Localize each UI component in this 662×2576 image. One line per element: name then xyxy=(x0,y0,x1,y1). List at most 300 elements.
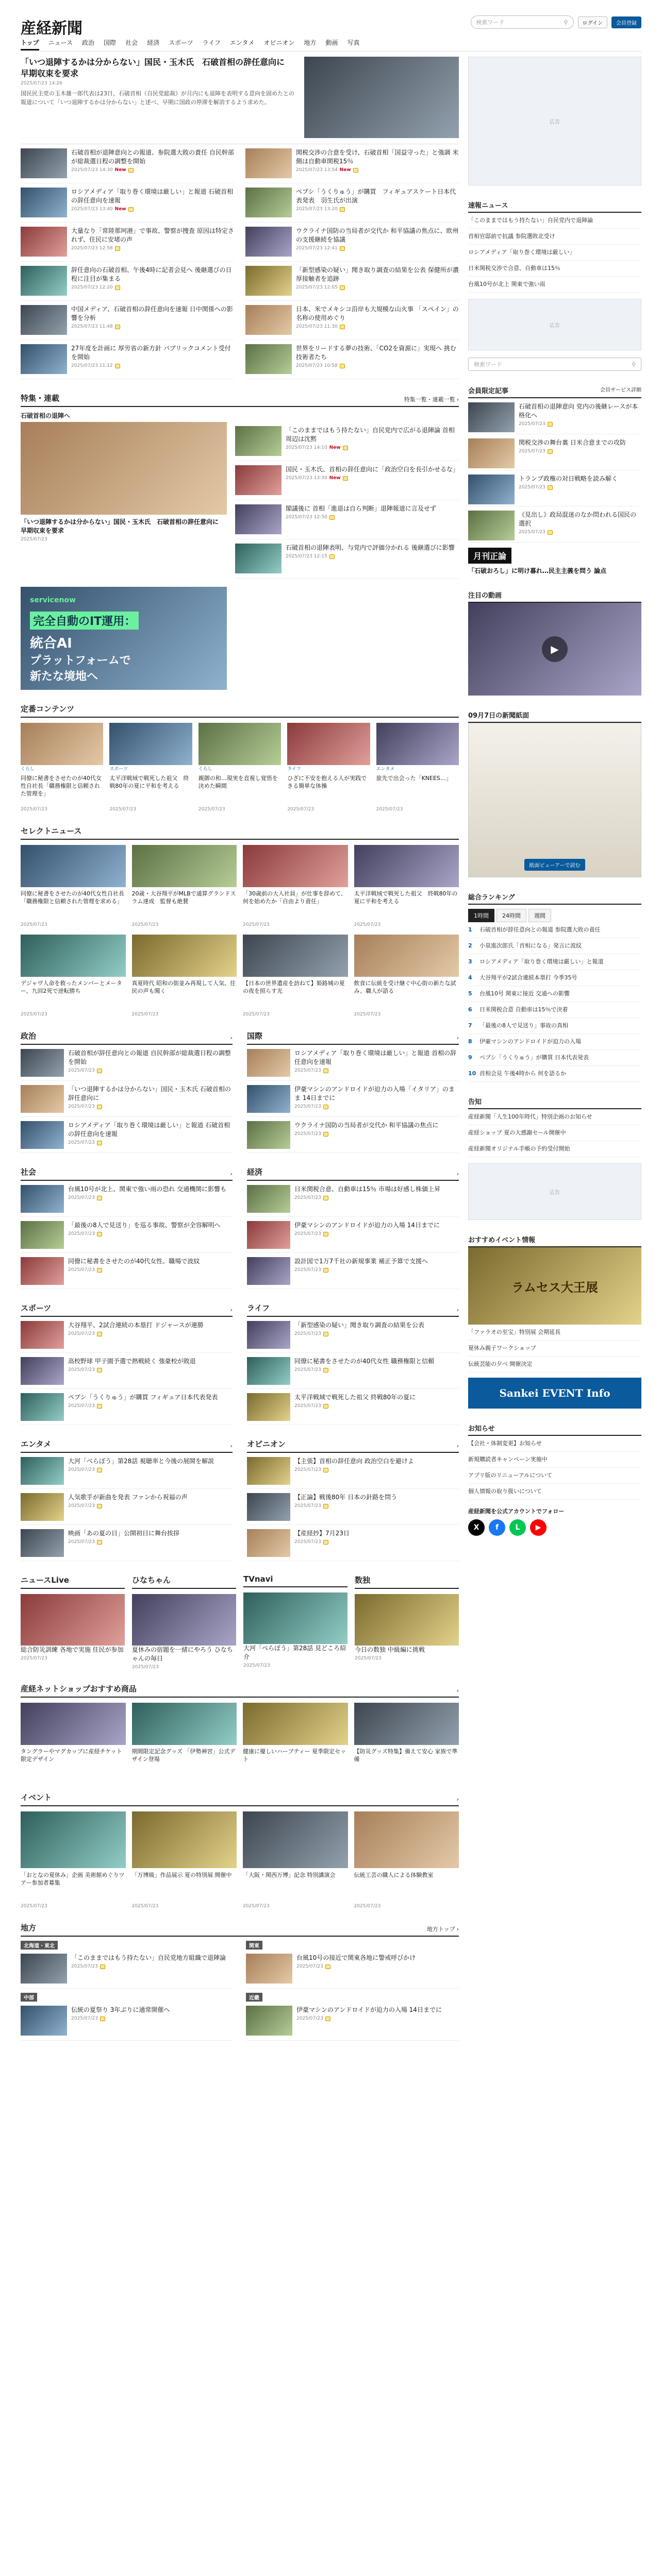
article-title[interactable]: 石破首相が退陣意向との報道、参院選大敗の責任 自民幹部が総裁選日程の調整を開始 xyxy=(71,149,234,165)
article-title[interactable]: 石破首相が辞任意向との報道 自民幹部が総裁選日程の調整を開始 xyxy=(68,1049,231,1065)
article-title[interactable]: 石破首相の退陣意向 党内の後継レースが本格化へ xyxy=(519,403,638,419)
list-item[interactable] xyxy=(235,539,459,579)
article-thumbnail[interactable] xyxy=(21,266,67,296)
list-item[interactable] xyxy=(468,398,641,434)
article-title[interactable]: 設計図で1万7千社の新規事業 補正予算で支援へ xyxy=(294,1258,428,1265)
event-photo[interactable] xyxy=(21,1811,126,1868)
article-title[interactable]: 辞任意向の石破首相、午後4時に記者会見へ 後継選びの日程に注目が集まる xyxy=(71,266,232,282)
content-card[interactable] xyxy=(287,723,370,812)
ranking-item[interactable] xyxy=(468,938,641,954)
list-item[interactable] xyxy=(245,144,459,183)
ranking-title[interactable]: 日米関税合意 自動車は15％で決着 xyxy=(479,1006,568,1013)
ranking-title[interactable]: 石破首相が辞任意向との報道 参院選大敗の責任 xyxy=(479,926,601,933)
article-thumbnail[interactable] xyxy=(245,188,292,217)
article-title[interactable]: 世界をリードする夢の技術、「CO2を資源に」実現へ 挑む技術者たち xyxy=(296,345,456,361)
column-photo[interactable] xyxy=(243,1592,347,1644)
ranking-title[interactable]: 台風10号 関東に接近 交通への影響 xyxy=(479,990,570,997)
list-item[interactable] xyxy=(247,1081,459,1117)
list-item[interactable] xyxy=(246,1950,459,1989)
feature-main-photo[interactable] xyxy=(21,422,227,515)
ranking-item[interactable] xyxy=(468,1066,641,1082)
info-item[interactable]: 個人情報の取り扱いについて xyxy=(468,1484,641,1500)
article-title[interactable]: 「いつ退陣するかは分からない」国民・玉木氏 石破首相の辞任意向に xyxy=(68,1086,231,1101)
product-title[interactable]: 期間限定記念グッズ 「伊勢神宮」公式デザイン登場 xyxy=(131,1748,236,1762)
article-title[interactable]: 伝統の夏祭り 3年ぶりに通常開催へ xyxy=(71,2006,170,2013)
article-title[interactable]: 人気歌手が新曲を発表 ファンから祝福の声 xyxy=(68,1494,188,1501)
card-photo[interactable] xyxy=(243,935,348,977)
site-logo[interactable]: 産経新聞 xyxy=(21,20,82,38)
line-icon[interactable]: L xyxy=(509,1519,526,1536)
search-icon[interactable]: ⚲ xyxy=(564,19,568,26)
article-thumbnail[interactable] xyxy=(247,1185,290,1213)
list-item[interactable] xyxy=(245,340,459,379)
select-card[interactable] xyxy=(243,845,348,927)
chevron-right-icon[interactable]: › xyxy=(456,1307,459,1313)
list-item[interactable] xyxy=(247,1045,459,1081)
paper-viewer-button[interactable]: 紙面ビューアーで読む xyxy=(524,859,585,871)
list-item[interactable] xyxy=(21,1117,233,1153)
column-title[interactable]: 数独 xyxy=(355,1575,371,1585)
article-title[interactable]: 伊豪マシンのアンドロイドが迫力の入場「イタリア」のまま 14日までに xyxy=(294,1086,455,1101)
product-photo[interactable] xyxy=(21,1703,126,1745)
side-search-input[interactable] xyxy=(468,358,641,371)
card-photo[interactable] xyxy=(21,723,103,765)
genre-title[interactable]: ライフ xyxy=(247,1303,270,1313)
sidebar-ad-1[interactable] xyxy=(468,57,641,185)
ranking-tab[interactable]: 週間 xyxy=(528,909,551,922)
hero-article[interactable] xyxy=(21,57,459,144)
article-thumbnail[interactable] xyxy=(247,1493,290,1521)
article-title[interactable]: 大谷翔平、2試合連続の本塁打 ドジャースが連勝 xyxy=(68,1321,204,1329)
ranking-item[interactable] xyxy=(468,986,641,1002)
list-item[interactable] xyxy=(21,1353,233,1389)
card-photo[interactable] xyxy=(198,723,281,765)
nav-item[interactable]: トップ xyxy=(21,38,39,50)
article-thumbnail[interactable] xyxy=(247,1221,290,1249)
event-more[interactable]: › xyxy=(456,1796,459,1803)
list-item[interactable] xyxy=(21,262,234,301)
article-title[interactable]: 《見出し》政局混迷のなか問われる国民の選択 xyxy=(519,511,637,527)
article-title[interactable]: 映画「あの夏の日」公開初日に舞台挨拶 xyxy=(68,1530,180,1537)
card-photo[interactable] xyxy=(109,723,192,765)
article-title[interactable]: 【正論】戦後80年 日本の針路を問う xyxy=(294,1494,398,1501)
list-item[interactable] xyxy=(21,144,234,183)
event-photo[interactable] xyxy=(243,1811,348,1868)
shop-card[interactable] xyxy=(354,1703,459,1778)
ranking-item[interactable] xyxy=(468,954,641,970)
product-photo[interactable] xyxy=(354,1703,459,1745)
product-title[interactable]: 【防災グッズ特集】備えて安心 家族で準備 xyxy=(354,1748,458,1762)
genre-title[interactable]: オピニオン xyxy=(247,1439,286,1449)
x-icon[interactable]: X xyxy=(468,1519,485,1536)
youtube-icon[interactable]: ▶ xyxy=(530,1519,547,1536)
article-thumbnail[interactable] xyxy=(21,1357,64,1385)
article-thumbnail[interactable] xyxy=(21,188,67,217)
article-thumbnail[interactable] xyxy=(21,1257,64,1285)
column-photo[interactable] xyxy=(355,1594,459,1646)
content-card[interactable] xyxy=(376,723,459,812)
card-photo[interactable] xyxy=(354,935,459,977)
article-title[interactable]: 「このままではもう持たない」自民党地方組織で退陣論 xyxy=(71,1954,226,1961)
list-item[interactable] xyxy=(21,223,234,262)
chevron-right-icon[interactable]: › xyxy=(230,1035,233,1041)
article-title[interactable]: 台風10号の接近で関東各地に警戒呼びかけ xyxy=(296,1954,416,1961)
article-title[interactable]: 「新型感染の疑い」聞き取り調査の結果を公表 保健所が濃厚接触者を追跡 xyxy=(296,266,459,282)
list-item[interactable] xyxy=(21,1453,233,1489)
list-item[interactable] xyxy=(247,1181,459,1217)
article-thumbnail[interactable] xyxy=(21,2006,67,2036)
event-card-title[interactable]: 「万博級」作品展示 夏の特別展 開催中 xyxy=(131,1872,232,1878)
article-title[interactable]: 石破首相の退陣表明、与党内で評価分かれる 後継選びに影響 xyxy=(286,544,455,551)
article-title[interactable]: ペプシ「うくりゅう」が購買 フィギュア日本代表発表 xyxy=(68,1394,218,1401)
column-item-title[interactable]: 大河「べらぼう」第28話 見どころ紹介 xyxy=(243,1645,346,1660)
article-thumbnail[interactable] xyxy=(21,1085,64,1113)
article-thumbnail[interactable] xyxy=(235,465,282,495)
member-more-link[interactable]: 会員サービス詳細 xyxy=(600,387,641,393)
article-thumbnail[interactable] xyxy=(21,305,67,335)
list-item[interactable] xyxy=(21,1045,233,1081)
article-title[interactable]: 中国メディア、石破首相の辞任意向を速報 日中関係への影響を分析 xyxy=(71,306,233,321)
article-thumbnail[interactable] xyxy=(21,1529,64,1557)
select-card[interactable] xyxy=(132,935,237,1017)
article-title[interactable]: 日米関税合意、自動車は15％ 市場は好感し株価上昇 xyxy=(294,1185,441,1193)
article-thumbnail[interactable] xyxy=(235,544,282,573)
article-title[interactable]: 閣議後に 首相「進退は自ら判断」退陣報道に言及せず xyxy=(286,505,436,512)
card-title[interactable]: 【日本の世界遺産を訪ねて】姫路城の夏の夜を照らす光 xyxy=(243,980,345,994)
article-title[interactable]: 大河「べらぼう」第28話 視聴率と今後の展開を解説 xyxy=(68,1458,214,1465)
ranking-item[interactable] xyxy=(468,922,641,938)
nav-item[interactable]: オピニオン xyxy=(263,39,295,46)
card-photo[interactable] xyxy=(287,723,370,765)
article-thumbnail[interactable] xyxy=(21,344,67,374)
ranking-item[interactable] xyxy=(468,970,641,986)
card-photo[interactable] xyxy=(132,845,237,887)
search-icon[interactable]: ⚲ xyxy=(631,361,636,368)
ranking-title[interactable]: 「最後の8人で見送り」事故の真相 xyxy=(479,1022,568,1029)
chevron-right-icon[interactable]: › xyxy=(456,1443,459,1449)
facebook-icon[interactable]: f xyxy=(489,1519,505,1536)
article-title[interactable]: ウクライナ国防の当局者が交代か 和平協議の焦点に xyxy=(294,1122,439,1129)
list-item[interactable] xyxy=(245,301,459,340)
list-item[interactable] xyxy=(235,422,459,461)
article-title[interactable]: 同僚に秘書をさせたのが40代女性 職務権限と信頼 xyxy=(294,1358,435,1365)
product-photo[interactable] xyxy=(243,1703,348,1745)
ranking-item[interactable] xyxy=(468,1034,641,1050)
column-item-title[interactable]: 夏休みの宿題を一緒にやろう ひなちゃんの毎日 xyxy=(132,1646,233,1662)
chevron-right-icon[interactable]: › xyxy=(230,1171,233,1177)
list-item[interactable] xyxy=(468,434,641,470)
genre-title[interactable]: スポーツ xyxy=(21,1303,52,1313)
card-title[interactable]: 20歳・大谷翔平がMLBで通算グランドスラム達成 監督も絶賛 xyxy=(131,890,236,905)
card-title[interactable]: 真夏時代 昭和の街並み再現して人気、住民の声も聞く xyxy=(131,980,236,994)
event-photo[interactable] xyxy=(354,1811,459,1868)
side-news-item[interactable]: 日米関税交渉で合意、自動車は15％ xyxy=(468,261,641,277)
list-item[interactable] xyxy=(246,2002,459,2041)
nav-item[interactable]: エンタメ xyxy=(229,39,255,46)
chevron-right-icon[interactable]: › xyxy=(230,1443,233,1449)
article-title[interactable]: 台風10号が北上、関東で強い雨の恐れ 交通機関に影響も xyxy=(68,1185,227,1193)
card-title[interactable]: 旅先で出会った「KNEES…」 xyxy=(376,775,452,782)
genre-title[interactable]: エンタメ xyxy=(21,1439,52,1449)
list-item[interactable] xyxy=(247,1317,459,1353)
feature-main[interactable] xyxy=(21,422,227,579)
chihou-more[interactable] xyxy=(427,1925,459,1933)
shop-more[interactable]: › xyxy=(456,1687,459,1694)
chevron-right-icon[interactable]: › xyxy=(230,1307,233,1313)
list-item[interactable] xyxy=(247,1525,459,1561)
article-title[interactable]: 高校野球 甲子園予選で熱戦続く 強豪校が敗退 xyxy=(68,1358,196,1365)
column-title[interactable]: ひなちゃん xyxy=(132,1575,171,1585)
nav-item[interactable]: 動画 xyxy=(325,39,338,46)
card-photo[interactable] xyxy=(132,935,237,977)
side-event-item[interactable]: 夏休み親子ワークショップ xyxy=(468,1341,641,1357)
list-item[interactable] xyxy=(21,1081,233,1117)
article-thumbnail[interactable] xyxy=(245,305,292,335)
feature-subtitle[interactable]: 石破首相の退陣へ xyxy=(21,412,71,419)
article-thumbnail[interactable] xyxy=(21,1393,64,1421)
side-news-item[interactable]: ロシアメディア「取り巻く環境は厳しい」 xyxy=(468,245,641,261)
product-title[interactable]: タングラーやマグカップに産経チケット限定デザイン xyxy=(21,1748,122,1762)
article-thumbnail[interactable] xyxy=(21,1321,64,1349)
seiron-title[interactable]: 「石破おろし」に明け暮れ…民主主義を問う 論点 xyxy=(468,567,607,574)
article-title[interactable]: 関税交渉の舞台裏 日米合意までの攻防 xyxy=(519,439,626,446)
feature-more-link[interactable] xyxy=(404,395,459,403)
card-photo[interactable] xyxy=(243,845,348,887)
info-item[interactable]: 【会社・体制変更】お知らせ xyxy=(468,1436,641,1452)
article-thumbnail[interactable] xyxy=(468,511,515,540)
article-title[interactable]: 関税交渉の合意を受け、石破首相「国益守った」と強調 米側は自動車関税15％ xyxy=(296,149,459,165)
ranking-item[interactable] xyxy=(468,1002,641,1018)
event-card-title[interactable]: 「大阪・関西万博」記念 特別講演会 xyxy=(243,1872,336,1878)
article-title[interactable]: 27年度を計画に 厚労省の新方針 パブリックコメント受付を開始 xyxy=(71,345,231,361)
nav-item[interactable]: 国際 xyxy=(104,39,117,46)
article-title[interactable]: 「最後の8人で見送り」を巡る事故、警察が全容解明へ xyxy=(68,1222,221,1229)
servicenow-ad[interactable] xyxy=(21,587,227,690)
article-thumbnail[interactable] xyxy=(468,474,515,504)
sidebar-ad-2[interactable] xyxy=(468,299,641,350)
feature-main-title[interactable]: 「いつ退陣するかは分からない」国民・玉木氏 石破首相の辞任意向に 早期収束を要求 xyxy=(21,518,225,534)
article-thumbnail[interactable] xyxy=(21,1121,64,1149)
article-title[interactable]: 太平洋戦域で戦死した祖父 終戦80年の夏に xyxy=(294,1394,416,1401)
shop-card[interactable] xyxy=(243,1703,348,1778)
article-title[interactable]: 「新型感染の疑い」聞き取り調査の結果を公表 xyxy=(294,1321,425,1329)
side-event-item[interactable]: 伝統芸能の夕べ 開催決定 xyxy=(468,1357,641,1372)
article-thumbnail[interactable] xyxy=(245,227,292,257)
article-title[interactable]: トランプ政権の対日戦略を読み解く xyxy=(519,475,618,482)
article-title[interactable]: 日本、米でメキシコ沿岸も大規模な山火事 「スペイン」の名称の使用めぐり xyxy=(296,306,459,321)
hero-title[interactable]: 「いつ退陣するかは分からない」国民・玉木氏 石破首相の辞任意向に 早期収束を要求 xyxy=(21,57,293,78)
article-thumbnail[interactable] xyxy=(21,1493,64,1521)
column-title[interactable]: TVnavi xyxy=(243,1574,273,1584)
card-title[interactable]: デジャヴ人命を救ったメンバーとメーター、九回2死で逆転勝ち xyxy=(21,980,122,994)
column-photo[interactable] xyxy=(132,1594,236,1646)
list-item[interactable] xyxy=(247,1117,459,1153)
article-thumbnail[interactable] xyxy=(21,1954,67,1984)
list-item[interactable] xyxy=(21,1389,233,1425)
article-thumbnail[interactable] xyxy=(246,1954,292,1984)
side-news-item[interactable]: 台風10号が北上 関東で強い雨 xyxy=(468,277,641,293)
card-photo[interactable] xyxy=(21,845,126,887)
content-card[interactable] xyxy=(198,723,281,812)
column-item-title[interactable]: 総合防災訓練 各地で実施 住民が参加 xyxy=(21,1646,124,1653)
notice-item[interactable]: 産経ショップ 夏の大感謝セール開催中 xyxy=(468,1125,641,1141)
select-card[interactable] xyxy=(243,935,348,1017)
article-thumbnail[interactable] xyxy=(247,1085,290,1113)
list-item[interactable] xyxy=(21,1489,233,1525)
card-title[interactable]: 太平洋戦域で戦死した祖父 終戦80年の夏に平和を考える xyxy=(109,775,189,789)
genre-title[interactable]: 国際 xyxy=(247,1031,263,1041)
event-photo[interactable] xyxy=(132,1811,237,1868)
article-thumbnail[interactable] xyxy=(247,1257,290,1285)
event-card[interactable] xyxy=(132,1811,237,1909)
card-photo[interactable] xyxy=(354,845,459,887)
article-thumbnail[interactable] xyxy=(246,2006,292,2036)
list-item[interactable] xyxy=(21,301,234,340)
article-thumbnail[interactable] xyxy=(468,402,515,432)
notice-item[interactable]: 産経新聞オリジナル手帳の予約受付開始 xyxy=(468,1141,641,1157)
region-tag[interactable]: 北海道・東北 xyxy=(21,1941,58,1950)
nav-item[interactable]: 政治 xyxy=(82,39,95,46)
list-item[interactable] xyxy=(247,1453,459,1489)
shop-card[interactable] xyxy=(132,1703,237,1778)
list-item[interactable] xyxy=(235,500,459,539)
select-card[interactable] xyxy=(21,845,126,927)
column-photo[interactable] xyxy=(21,1594,125,1646)
article-thumbnail[interactable] xyxy=(235,504,282,534)
ranking-title[interactable]: ペプシ「うくりゅう」が購買 日本代表発表 xyxy=(479,1054,589,1061)
list-item[interactable] xyxy=(468,506,641,543)
article-thumbnail[interactable] xyxy=(21,227,67,257)
video-player[interactable] xyxy=(468,603,641,696)
list-item[interactable] xyxy=(468,470,641,506)
article-thumbnail[interactable] xyxy=(21,1049,64,1077)
article-title[interactable]: 大量なり「常陸那珂港」で事故、警察が捜査 原因は特定されず、住民に安堵の声 xyxy=(71,227,234,243)
list-item[interactable] xyxy=(235,461,459,500)
genre-title[interactable]: 社会 xyxy=(21,1167,37,1177)
article-thumbnail[interactable] xyxy=(247,1357,290,1385)
list-item[interactable] xyxy=(247,1489,459,1525)
nav-item[interactable]: 社会 xyxy=(125,39,138,46)
article-thumbnail[interactable] xyxy=(245,148,292,178)
ranking-title[interactable]: 伊豪マシンのアンドロイドが迫力の入場 xyxy=(479,1038,581,1045)
article-title[interactable]: 同僚に秘書をさせたのが40代女性、職場で波紋 xyxy=(68,1258,200,1265)
region-tag[interactable]: 関東 xyxy=(246,1941,262,1950)
article-title[interactable]: 「このままではもう持たない」自民党内で広がる退陣論 首相周辺は沈黙 xyxy=(286,427,455,443)
newspaper-image[interactable] xyxy=(468,723,641,877)
article-thumbnail[interactable] xyxy=(21,1185,64,1213)
article-thumbnail[interactable] xyxy=(247,1321,290,1349)
product-photo[interactable] xyxy=(132,1703,237,1745)
event-card-title[interactable]: 「おとなの夏休み」企画 美術館めぐりツアー参加者募集 xyxy=(21,1872,125,1886)
card-title[interactable]: 同僚に秘書をさせたのが40代女性自社長「職務権限と信頼された管理を求める」 xyxy=(21,890,124,905)
play-icon[interactable]: ▶ xyxy=(542,636,568,662)
article-thumbnail[interactable] xyxy=(247,1121,290,1149)
article-thumbnail[interactable] xyxy=(21,1457,64,1485)
genre-title[interactable]: 経済 xyxy=(247,1167,263,1177)
ranking-tab[interactable]: 24時間 xyxy=(496,909,526,922)
card-title[interactable]: ひざに不安を抱える人が実践できる簡単な体操 xyxy=(287,775,367,789)
card-photo[interactable] xyxy=(376,723,459,765)
chevron-right-icon[interactable]: › xyxy=(456,1171,459,1177)
list-item[interactable] xyxy=(21,1181,233,1217)
notice-item[interactable]: 産経新聞「人生100年時代」特別企画のお知らせ xyxy=(468,1109,641,1125)
event-card[interactable] xyxy=(243,1811,348,1909)
info-item[interactable]: 新規購読者キャンペーン実施中 xyxy=(468,1452,641,1468)
article-thumbnail[interactable] xyxy=(21,148,67,178)
column-title[interactable]: ニュースLive xyxy=(21,1575,69,1585)
article-title[interactable]: 【主張】首相の辞任意向 政治空白を避けよ xyxy=(294,1458,414,1465)
article-thumbnail[interactable] xyxy=(468,438,515,468)
ranking-item[interactable] xyxy=(468,1018,641,1034)
region-tag[interactable]: 近畿 xyxy=(246,1993,262,2002)
list-item[interactable] xyxy=(21,1253,233,1289)
article-title[interactable]: ロシアメディア「取り巻く環境は厳しい」と報道 石破首相の辞任意向を速報 xyxy=(68,1122,230,1138)
card-title[interactable]: 親御の和…現実を直視し覚悟を決めた瞬間 xyxy=(198,775,278,789)
article-title[interactable]: 国民・玉木氏、首相の辞任意向に「政治空白を長引かせるな」 xyxy=(286,466,459,473)
ranking-title[interactable]: ロシアメディア「取り巻く環境は厳しい」と報道 xyxy=(479,958,604,965)
select-card[interactable] xyxy=(354,845,459,927)
region-tag[interactable]: 中部 xyxy=(21,1993,37,2002)
side-event-item[interactable]: 「ファラオの至宝」特別展 会期延長 xyxy=(468,1325,641,1341)
list-item[interactable] xyxy=(247,1389,459,1425)
card-photo[interactable] xyxy=(21,935,126,977)
article-thumbnail[interactable] xyxy=(235,426,282,456)
select-card[interactable] xyxy=(132,845,237,927)
ranking-item[interactable] xyxy=(468,1050,641,1066)
info-item[interactable]: アプリ版のリニューアルについて xyxy=(468,1468,641,1484)
ranking-title[interactable]: 首相会見 午後4時から 何を語るか xyxy=(479,1070,566,1077)
article-thumbnail[interactable] xyxy=(247,1393,290,1421)
hero-photo[interactable] xyxy=(304,57,459,138)
list-item[interactable] xyxy=(21,2002,234,2041)
side-news-item[interactable]: 「このままではもう持たない」自民党内で退陣論 xyxy=(468,213,641,229)
subscribe-button[interactable]: 会員登録 xyxy=(611,16,641,28)
card-title[interactable]: 太平洋戦域で戦死した祖父 終戦80年の夏に平和を考える xyxy=(354,890,458,905)
article-title[interactable]: ペプシ「うくりゅう」が購買 フィギュアスケート日本代表発表 羽生氏が出演 xyxy=(296,188,456,204)
ranking-tab[interactable]: 1時間 xyxy=(468,909,494,922)
event-card-title[interactable]: 伝統工芸の職人による体験教室 xyxy=(354,1872,434,1878)
card-title[interactable]: 飲食に伝統を受け継ぐ中心街の新たな試み、職人が語る xyxy=(354,980,456,994)
list-item[interactable] xyxy=(21,340,234,379)
content-card[interactable] xyxy=(21,723,103,812)
select-card[interactable] xyxy=(354,935,459,1017)
list-item[interactable] xyxy=(247,1217,459,1253)
card-title[interactable]: 同僚に秘書をさせたのが40代女性自社長「職務権限と信頼された管理を」 xyxy=(21,775,102,797)
sidebar-ad-3[interactable] xyxy=(468,1163,641,1220)
shop-card[interactable] xyxy=(21,1703,126,1778)
article-thumbnail[interactable] xyxy=(247,1457,290,1485)
ranking-title[interactable]: 大谷翔平が2試合連続本塁打 今季35号 xyxy=(479,974,577,981)
ranking-title[interactable]: 小泉進次郎氏「首相になる」発言に波紋 xyxy=(479,942,582,949)
list-item[interactable] xyxy=(21,1317,233,1353)
article-title[interactable]: ウクライナ国防の当局者が交代か 和平協議の焦点に、欧州の支援継続を協議 xyxy=(296,227,459,243)
list-item[interactable] xyxy=(247,1253,459,1289)
login-button[interactable]: ログイン xyxy=(578,16,608,28)
product-title[interactable]: 健康に優しいハーブティー 夏季限定セット xyxy=(243,1748,346,1762)
event-card[interactable] xyxy=(21,1811,126,1909)
article-thumbnail[interactable] xyxy=(247,1529,290,1557)
card-title[interactable]: 「30歳前の大人社員」が仕事を辞めて、何を始めたか「自由より責任」 xyxy=(243,890,346,905)
event-info-logo[interactable]: Sankei EVENT Info xyxy=(468,1378,641,1409)
chevron-right-icon[interactable]: › xyxy=(456,1035,459,1041)
nav-item[interactable]: スポーツ xyxy=(169,39,193,46)
nav-item[interactable]: 写真 xyxy=(347,39,360,46)
column-item-title[interactable]: 今日の数独 中級編に挑戦 xyxy=(355,1646,425,1653)
seiron-logo[interactable]: 月刊正論 xyxy=(468,548,511,564)
event-card[interactable] xyxy=(354,1811,459,1909)
article-title[interactable]: ロシアメディア「取り巻く環境は厳しい」と報道 石破首相の辞任意向を速報 xyxy=(71,188,234,204)
article-thumbnail[interactable] xyxy=(245,344,292,374)
